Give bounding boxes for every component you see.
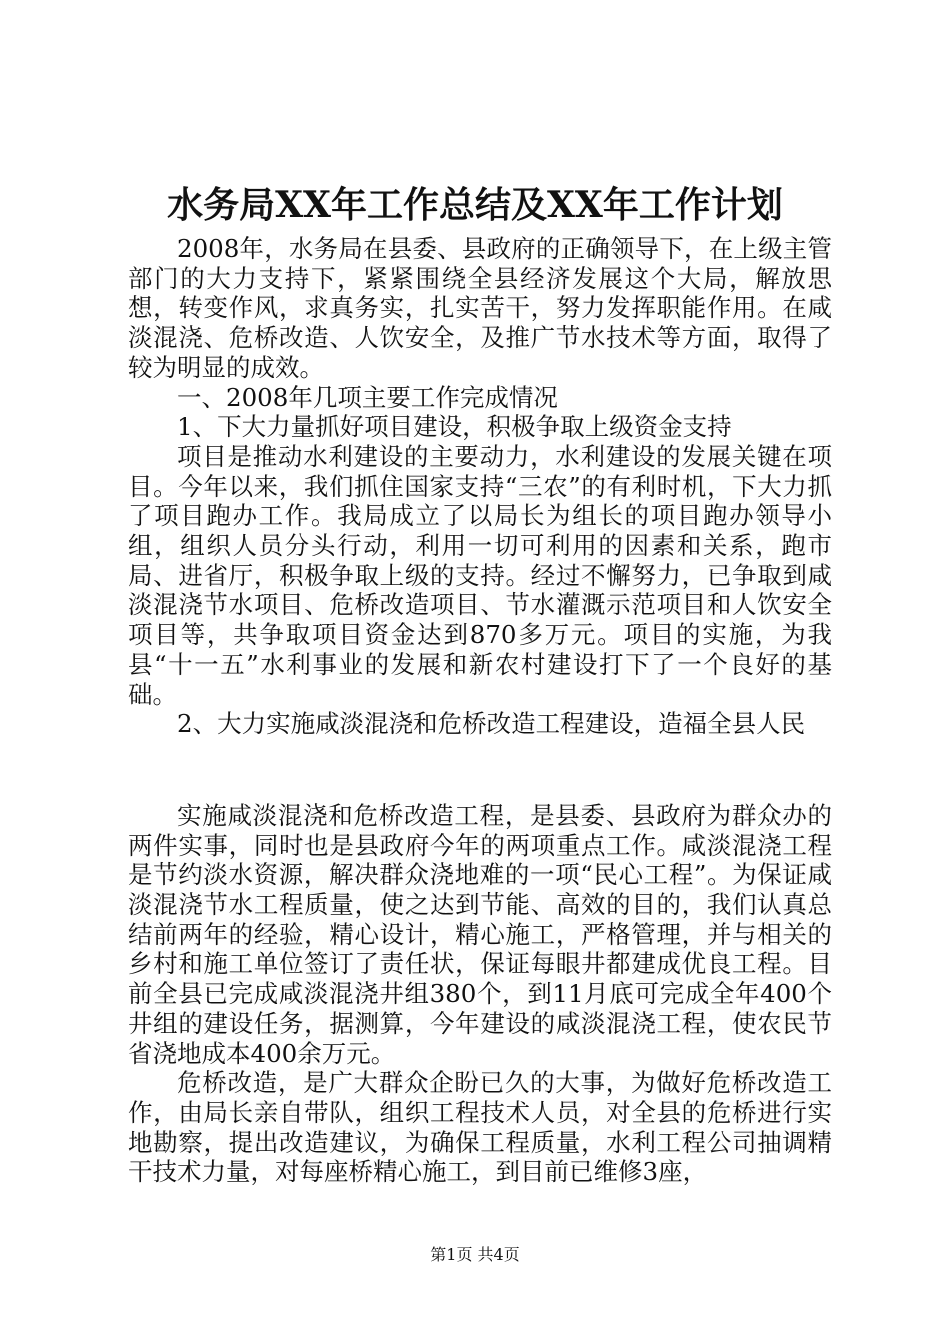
section-heading-1: 一、2008年几项主要工作完成情况 bbox=[177, 382, 558, 412]
paragraph-gap bbox=[128, 739, 832, 801]
page-footer: 第1页 共4页 bbox=[430, 1245, 520, 1264]
subsection-heading-1: 1、下大力量抓好项目建设，积极争取上级资金支持 bbox=[177, 412, 732, 442]
subsection-heading-2: 2、大力实施咸淡混浇和危桥改造工程建设，造福全县人民 bbox=[177, 709, 806, 739]
intro-paragraph: 2008年，水务局在县委、县政府的正确领导下，在上级主管部门的大力支持下，紧紧围绕全县经济发展这个大局，解放思想，转变作风，求真务实，扎实苦干，努力发挥职能作用。在咸淡混浇、危桥改造、人饮安全，及推广节水技术等方面，取得了较为明显的成效。 bbox=[128, 234, 832, 382]
document-title: 水务局XX年工作总结及XX年工作计划 bbox=[167, 184, 783, 226]
document-body bbox=[128, 234, 832, 1187]
bridge-paragraph: 危桥改造，是广大群众企盼已久的大事，为做好危桥改造工作，由局长亲自带队，组织工程技术人员，对全县的危桥进行实地勘察，提出改造建议，为确保工程质量，水利工程公司抽调精干技术力量，对每座桥精心施工，到目前已维修3座， bbox=[128, 1068, 832, 1187]
project-paragraph: 项目是推动水利建设的主要动力，水利建设的发展关键在项目。今年以来，我们抓住国家支持“三农”的有利时机，下大力抓了项目跑办工作。我局成立了以局长为组长的项目跑办领导小组，组织人员分头行动，利用一切可利用的因素和关系，跑市局、进省厅，积极争取上级的支持。经过不懈努力，已争取到咸淡混浇节水项目、危桥改造项目、节水灌溉示范项目和人饮安全项目等，共争取项目资金达到870多万元。项目的实施，为我县“十一五”水利事业的发展和新农村建设打下了一个良好的基础。 bbox=[128, 441, 832, 709]
irrigation-paragraph: 实施咸淡混浇和危桥改造工程，是县委、县政府为群众办的两件实事，同时也是县政府今年的两项重点工作。咸淡混浇工程是节约淡水资源，解决群众浇地难的一项“民心工程”。为保证咸淡混浇节水工程质量，使之达到节能、高效的目的，我们认真总结前两年的经验，精心设计，精心施工，严格管理，并与相关的乡村和施工单位签订了责任状，保证每眼井都建成优良工程。目前全县已完成咸淡混浇井组380个，到11月底可完成全年400个井组的建设任务，据测算，今年建设的咸淡混浇工程，使农民节省浇地成本400余万元。 bbox=[128, 800, 832, 1068]
